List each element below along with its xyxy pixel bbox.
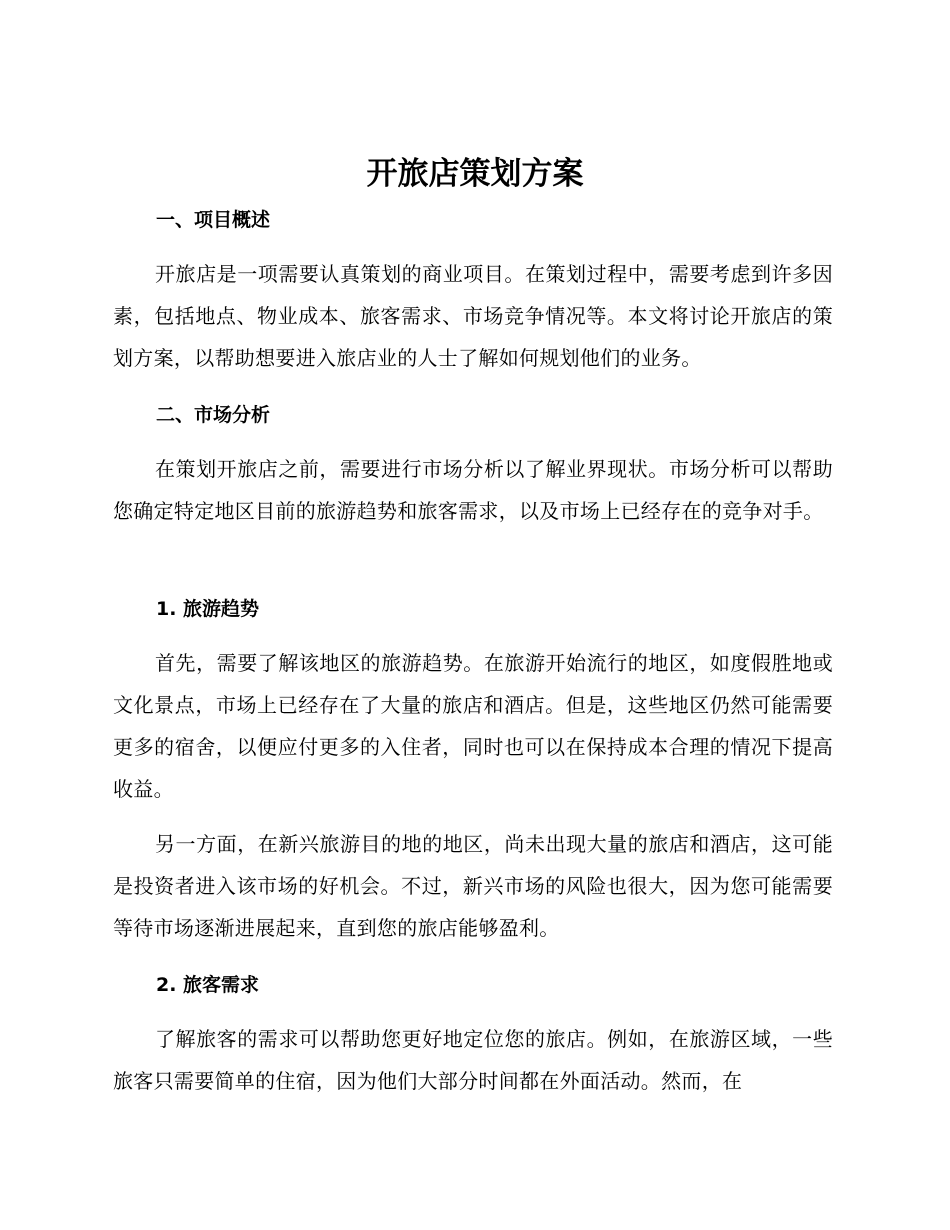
subsection-heading-traveler-demand: 2. 旅客需求 [156, 974, 260, 996]
paragraph-overview: 开旅店是一项需要认真策划的商业项目。在策划过程中，需要考虑到许多因素，包括地点、物业成本、旅客需求、市场竞争情况等。本文将讨论开旅店的策划方案，以帮助想要进入旅店业的人士了解如何规划他们的业务。 [113, 262, 833, 370]
paragraph-tourism-trends-1: 首先，需要了解该地区的旅游趋势。在旅游开始流行的地区，如度假胜地或文化景点，市场上已经存在了大量的旅店和酒店。但是，这些地区仍然可能需要更多的宿舍，以便应付更多的入住者，同时也可以在保持成本合理的情况下提高收益。 [113, 651, 833, 801]
section-heading-market-analysis: 二、市场分析 [156, 404, 271, 426]
section-heading-overview: 一、项目概述 [156, 209, 271, 231]
document-title: 开旅店策划方案 [366, 156, 584, 192]
paragraph-market-analysis: 在策划开旅店之前，需要进行市场分析以了解业界现状。市场分析可以帮助您确定特定地区目前的旅游趋势和旅客需求，以及市场上已经存在的竞争对手。 [113, 457, 833, 523]
paragraph-traveler-demand: 了解旅客的需求可以帮助您更好地定位您的旅店。例如，在旅游区域，一些旅客只需要简单的住宿，因为他们大部分时间都在外面活动。然而，在 [113, 1027, 833, 1093]
paragraph-tourism-trends-2: 另一方面，在新兴旅游目的地的地区，尚未出现大量的旅店和酒店，这可能是投资者进入该市场的好机会。不过，新兴市场的风险也很大，因为您可能需要等待市场逐渐进展起来，直到您的旅店能够盈利。 [113, 832, 833, 940]
subsection-heading-tourism-trends: 1. 旅游趋势 [156, 598, 260, 620]
